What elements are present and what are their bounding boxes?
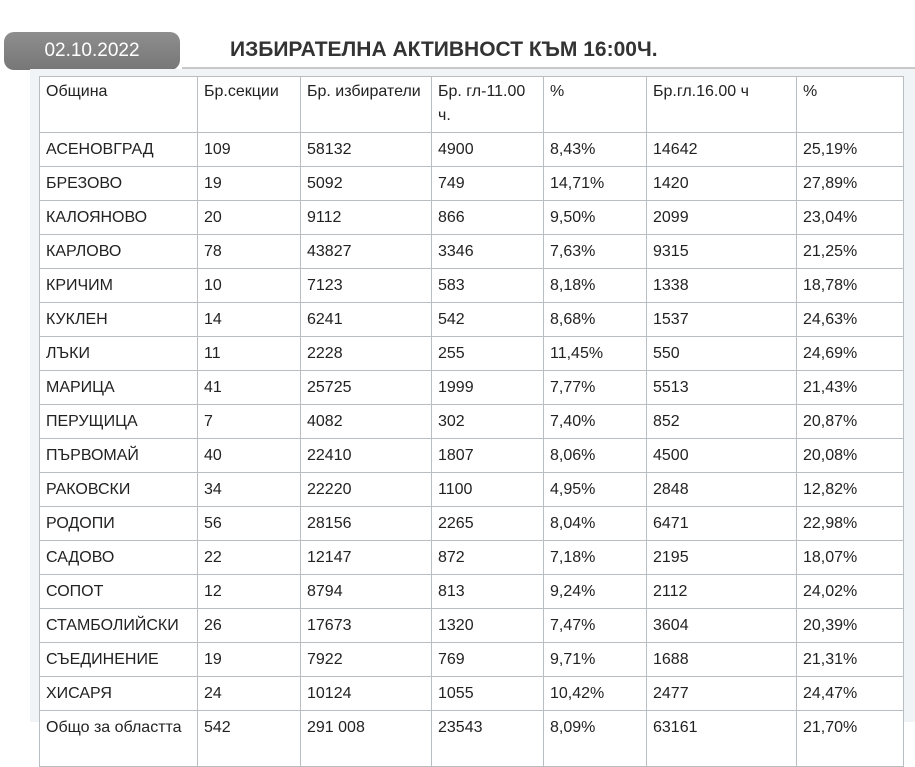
table-cell: 7,40% [544,405,647,439]
table-cell: ХИСАРЯ [40,677,198,711]
table-cell: КАРЛОВО [40,235,198,269]
table-cell: 749 [432,167,544,201]
table-cell: СТАМБОЛИЙСКИ [40,609,198,643]
table-cell: 255 [432,337,544,371]
table-row [40,337,904,371]
table-cell: 27,89% [797,167,904,201]
table-total-row [40,711,904,767]
table-cell: 1999 [432,371,544,405]
table-cell: ПЕРУЩИЦА [40,405,198,439]
table-cell: 11 [198,337,301,371]
table-cell: 1055 [432,677,544,711]
table-cell: 8,43% [544,133,647,167]
table-cell: 7,63% [544,235,647,269]
table-cell: 1100 [432,473,544,507]
table-cell: 18,07% [797,541,904,575]
table-cell: 2265 [432,507,544,541]
table-cell: 2112 [647,575,797,609]
table-cell: 852 [647,405,797,439]
table-cell: 542 [198,711,301,767]
table-cell: 21,25% [797,235,904,269]
column-header: % [544,77,647,133]
table-cell: 12,82% [797,473,904,507]
table-cell: 4082 [301,405,432,439]
table-cell: 8,18% [544,269,647,303]
table-cell: 10,42% [544,677,647,711]
table-cell: 22 [198,541,301,575]
table-cell: 22220 [301,473,432,507]
table-row [40,269,904,303]
table-cell: 813 [432,575,544,609]
table-cell: 9315 [647,235,797,269]
table-cell: 8,06% [544,439,647,473]
table-cell: МАРИЦА [40,371,198,405]
table-cell: 20,87% [797,405,904,439]
table-cell: 34 [198,473,301,507]
column-header: Община [40,77,198,133]
table-row [40,167,904,201]
column-header: Бр. гл-11.00 ч. [432,77,544,133]
date-badge: 02.10.2022 [4,32,180,70]
table-row [40,371,904,405]
table-row [40,201,904,235]
table-cell: 21,43% [797,371,904,405]
table-cell: 4500 [647,439,797,473]
table-cell: 6241 [301,303,432,337]
table-cell: 23,04% [797,201,904,235]
column-header: Бр. избиратели [301,77,432,133]
table-cell: 28156 [301,507,432,541]
table-header-row [40,77,904,133]
table-cell: 7 [198,405,301,439]
table-row [40,609,904,643]
table-row [40,303,904,337]
table-cell: 6471 [647,507,797,541]
table-row [40,507,904,541]
table-row [40,643,904,677]
table-cell: 1688 [647,643,797,677]
table-cell: 21,31% [797,643,904,677]
turnout-table [39,76,904,767]
table-cell: 291 008 [301,711,432,767]
table-cell: 1537 [647,303,797,337]
table-row [40,133,904,167]
table-cell: 78 [198,235,301,269]
table-cell: 8794 [301,575,432,609]
table-cell: 866 [432,201,544,235]
column-header: Бр.секции [198,77,301,133]
table-cell: 21,70% [797,711,904,767]
table-cell: КРИЧИМ [40,269,198,303]
table-cell: 5513 [647,371,797,405]
table-cell: 2195 [647,541,797,575]
table-cell: 4900 [432,133,544,167]
table-cell: 25,19% [797,133,904,167]
table-cell: Общо за областта [40,711,198,767]
table-cell: 1338 [647,269,797,303]
table-cell: 25725 [301,371,432,405]
table-cell: 542 [432,303,544,337]
table-row [40,473,904,507]
table-cell: 17673 [301,609,432,643]
table-cell: 7,18% [544,541,647,575]
table-cell: 40 [198,439,301,473]
table-cell: 26 [198,609,301,643]
table-cell: 12 [198,575,301,609]
table-cell: 2099 [647,201,797,235]
table-row [40,235,904,269]
table-cell: 5092 [301,167,432,201]
table-cell: 2848 [647,473,797,507]
table-cell: 14642 [647,133,797,167]
table-cell: 24 [198,677,301,711]
table-cell: 23543 [432,711,544,767]
table-cell: 22,98% [797,507,904,541]
table-cell: 18,78% [797,269,904,303]
table-cell: РАКОВСКИ [40,473,198,507]
table-cell: 3604 [647,609,797,643]
table-cell: 58132 [301,133,432,167]
table-cell: 22410 [301,439,432,473]
table-cell: 7,77% [544,371,647,405]
table-cell: 583 [432,269,544,303]
table-cell: 7123 [301,269,432,303]
table-cell: 2477 [647,677,797,711]
table-cell: 56 [198,507,301,541]
table-cell: 9112 [301,201,432,235]
table-cell: 24,69% [797,337,904,371]
column-header: Бр.гл.16.00 ч [647,77,797,133]
table-cell: 14,71% [544,167,647,201]
table-cell: 7922 [301,643,432,677]
table-cell: 20,08% [797,439,904,473]
table-cell: 9,50% [544,201,647,235]
table-cell: 8,68% [544,303,647,337]
table-cell: 4,95% [544,473,647,507]
table-cell: АСЕНОВГРАД [40,133,198,167]
table-cell: 9,24% [544,575,647,609]
table-cell: 1320 [432,609,544,643]
table-cell: 2228 [301,337,432,371]
table-cell: 8,04% [544,507,647,541]
table-row [40,575,904,609]
table-cell: 19 [198,167,301,201]
table-cell: РОДОПИ [40,507,198,541]
table-cell: 302 [432,405,544,439]
table-row [40,541,904,575]
table-cell: 20 [198,201,301,235]
table-cell: 20,39% [797,609,904,643]
table-cell: 9,71% [544,643,647,677]
table-cell: 63161 [647,711,797,767]
table-cell: 41 [198,371,301,405]
table-cell: 24,02% [797,575,904,609]
table-cell: 109 [198,133,301,167]
table-cell: САДОВО [40,541,198,575]
table-cell: 550 [647,337,797,371]
table-cell: 8,09% [544,711,647,767]
table-cell: 3346 [432,235,544,269]
table-cell: 12147 [301,541,432,575]
column-header: % [797,77,904,133]
table-cell: 14 [198,303,301,337]
table-cell: БРЕЗОВО [40,167,198,201]
table-cell: КАЛОЯНОВО [40,201,198,235]
table-cell: СОПОТ [40,575,198,609]
page-title: ИЗБИРАТЕЛНА АКТИВНОСТ КЪМ 16:00Ч. [230,38,658,61]
table-cell: 1420 [647,167,797,201]
table-row [40,405,904,439]
table-cell: 1807 [432,439,544,473]
table-cell: 872 [432,541,544,575]
table-cell: КУКЛЕН [40,303,198,337]
table-cell: СЪЕДИНЕНИЕ [40,643,198,677]
table-cell: 769 [432,643,544,677]
table-cell: 19 [198,643,301,677]
table-cell: 24,47% [797,677,904,711]
table-cell: 10124 [301,677,432,711]
table-row [40,439,904,473]
table-cell: 11,45% [544,337,647,371]
table-row [40,677,904,711]
table-cell: ЛЪКИ [40,337,198,371]
table-cell: 10 [198,269,301,303]
table-cell: 24,63% [797,303,904,337]
table-cell: 7,47% [544,609,647,643]
table-cell: ПЪРВОМАЙ [40,439,198,473]
table-cell: 43827 [301,235,432,269]
